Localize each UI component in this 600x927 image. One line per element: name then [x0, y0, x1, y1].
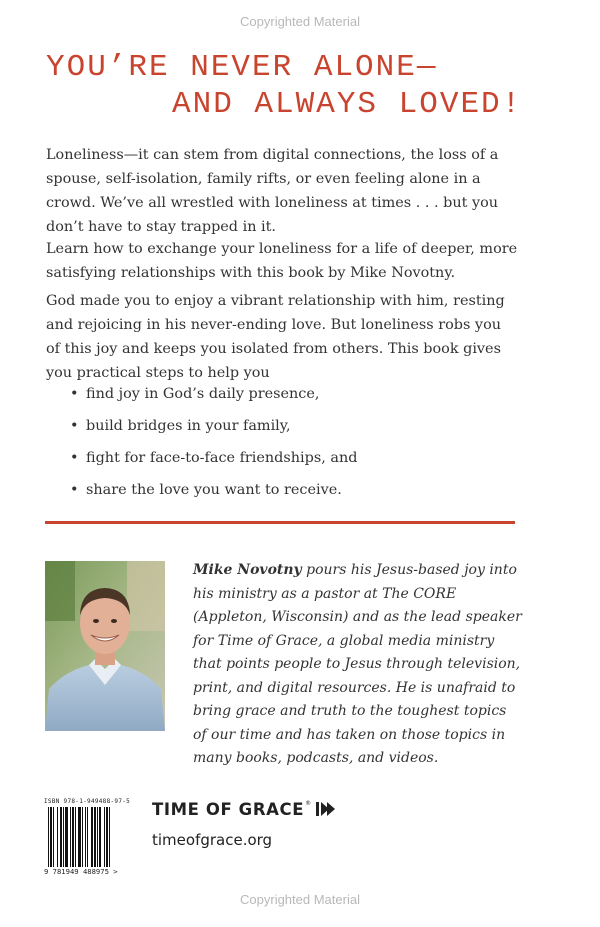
bullet-icon: • [70, 450, 79, 466]
bullet-icon: • [70, 482, 79, 498]
author-bio-text: pours his Jesus-based joy into his ministry as a pastor at The CORE (Appleton, Wisconsin) and as the lead speaker for Time of Grace, a global media ministry that points people to Jesus through television, print, and digital resources. He is unafraid to bring grace and truth to the toughest topics of our time and has taken on those topics in many books, podcasts, and videos. [193, 562, 522, 766]
section-divider [45, 521, 515, 524]
paragraph-learn: Learn how to exchange your loneliness for a life of deeper, more satisfying relationships with this book by Mike Novotny. [46, 241, 518, 281]
publisher-name: TIME OF GRACE [152, 799, 305, 819]
paragraph-intro: Loneliness—it can stem from digital connections, the loss of a spouse, self-isolation, family rifts, or even feeling alone in a crowd. We’ve all wrestled with loneliness at times . . . but you don’t have to stay trapped in it. [46, 147, 499, 235]
isbn-barcode [44, 798, 134, 880]
headline-line-1: YOU’RE NEVER ALONE— [46, 50, 438, 85]
play-forward-icon [316, 800, 336, 818]
author-bio [193, 559, 523, 771]
list-item [70, 447, 357, 479]
list-item [70, 479, 357, 511]
author-photo [45, 561, 165, 731]
list-item-text: share the love you want to receive. [86, 482, 342, 498]
bullet-icon: • [70, 418, 79, 434]
author-portrait-icon [45, 561, 165, 731]
author-name: Mike Novotny [193, 562, 302, 578]
publisher-website: timeofgrace.org [152, 831, 273, 849]
list-item [70, 415, 357, 447]
list-item-text: find joy in God’s daily presence, [86, 386, 320, 402]
isbn-number: ISBN 978-1-949488-97-5 [44, 798, 131, 805]
barcode-digits: 9 781949 488975 > [44, 867, 118, 876]
bullet-icon: • [70, 386, 79, 402]
list-item-text: fight for face-to-face friendships, and [86, 450, 358, 466]
watermark-top: Copyrighted Material [240, 14, 360, 29]
watermark-bottom: Copyrighted Material [240, 892, 360, 907]
publisher-logo [152, 797, 336, 821]
trademark-symbol: ® [305, 800, 312, 807]
headline-line-2: AND ALWAYS LOVED! [172, 87, 523, 122]
list-item-text: build bridges in your family, [86, 418, 291, 434]
list-item [70, 383, 357, 415]
paragraph-god-made-you: God made you to enjoy a vibrant relationship with him, resting and rejoicing in his never-ending love. But loneliness robs you of this joy and keeps you isolated from others. This book gives you practical steps to help you [46, 293, 505, 381]
barcode-icon [48, 807, 132, 867]
benefit-list [70, 383, 357, 511]
